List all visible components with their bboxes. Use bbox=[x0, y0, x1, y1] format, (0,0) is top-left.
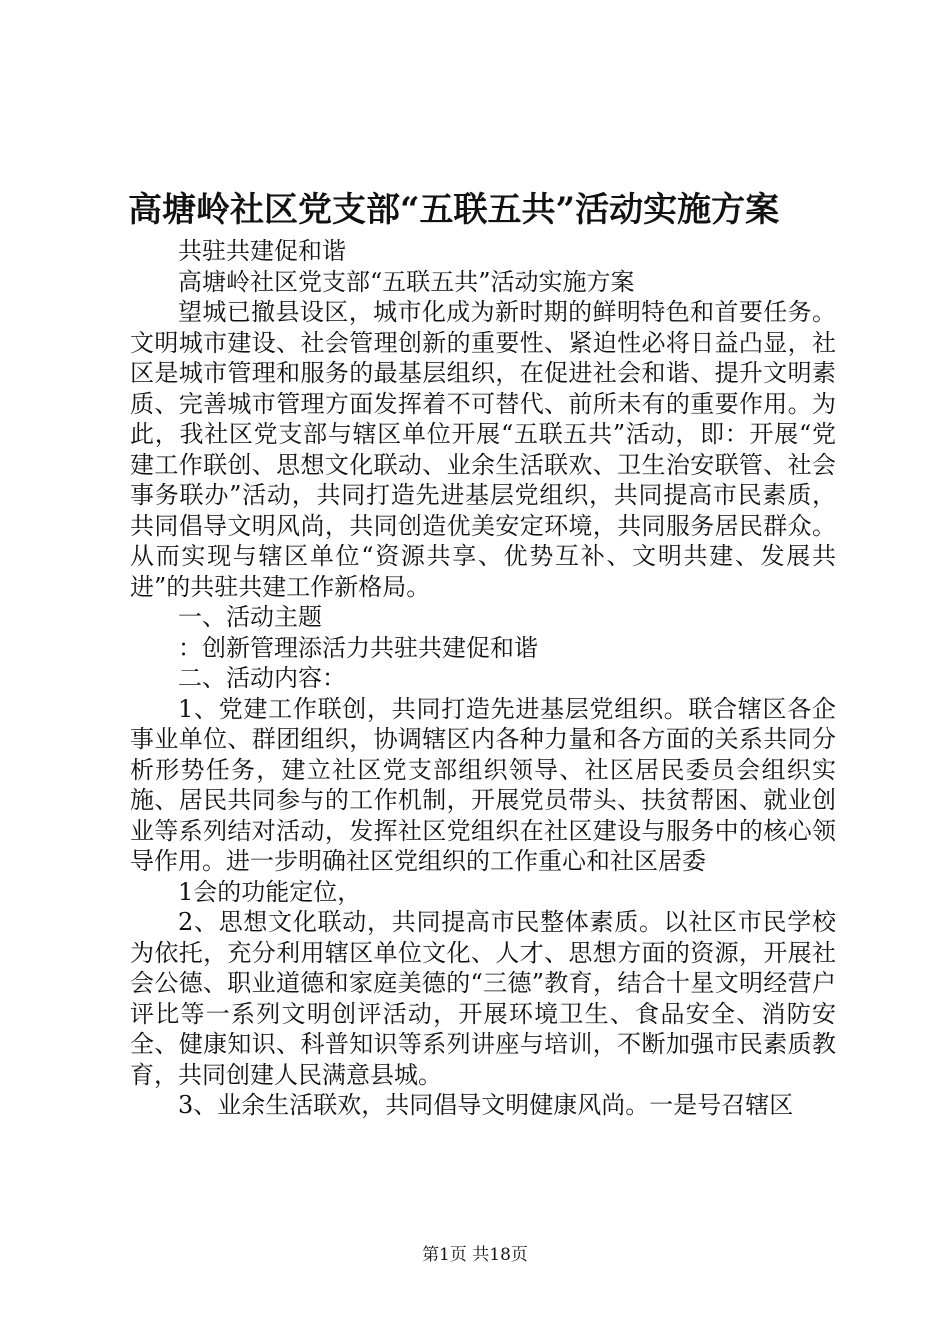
section-heading-theme: 一、活动主题 bbox=[178, 603, 322, 631]
paragraph-item-3: 3、业余生活联欢，共同倡导文明健康风尚。一是号召辖区 bbox=[178, 1091, 794, 1119]
paragraph-theme: ：创新管理添活力共驻共建促和谐 bbox=[178, 633, 538, 662]
paragraph-intro: 望城已撤县设区，城市化成为新时期的鲜明特色和首要任务。文明城市建设、社会管理创新的重要性、紧迫性必将日益凸显，社区是城市管理和服务的最基层组织，在促进社会和谐、提升文明素质、完善城市管理方面发挥着不可替代、前所未有的重要作用。为此，我社区党支部与辖区单位开展“五联五共”活动，即：开展“党建工作联创、思想文化联动、业余生活联欢、卫生治安联管、社会事务联办”活动，共同打造先进基层党组织，共同提高市民素质，共同倡导文明风尚，共同创造优美安定环境，共同服务居民群众。从而实现与辖区单位“资源共享、优势互补、文明共建、发展共进”的共驻共建工作新格局。 bbox=[130, 298, 836, 601]
document-title: 高塘岭社区党支部“五联五共”活动实施方案 bbox=[128, 190, 780, 230]
paragraph-item-1-continued: 1会的功能定位， bbox=[178, 877, 362, 906]
section-heading-content: 二、活动内容： bbox=[178, 664, 346, 692]
document-body bbox=[130, 236, 836, 1121]
paragraph-heading: 高塘岭社区党支部“五联五共”活动实施方案 bbox=[178, 267, 635, 296]
paragraph-item-1: 1、党建工作联创，共同打造先进基层党组织。联合辖区各企事业单位、群团组织，协调辖区内各种力量和各方面的关系共同分析形势任务，建立社区党支部组织领导、社区居民委员会组织实施、居民共同参与的工作机制，开展党员带头、扶贫帮困、就业创业等系列结对活动，发挥社区党组织在社区建设与服务中的核心领导作用。进一步明确社区党组织的工作重心和社区居委 bbox=[130, 694, 836, 875]
page-footer: 第1页 共18页 bbox=[422, 1245, 528, 1265]
paragraph-subtitle: 共驻共建促和谐 bbox=[178, 237, 346, 265]
paragraph-item-2: 2、思想文化联动，共同提高市民整体素质。以社区市民学校为依托，充分利用辖区单位文化、人才、思想方面的资源，开展社会公德、职业道德和家庭美德的“三德”教育，结合十星文明经营户评比等一系列文明创评活动，开展环境卫生、食品安全、消防安全、健康知识、科普知识等系列讲座与培训，不断加强市民素质教育，共同创建人民满意县城。 bbox=[130, 908, 836, 1089]
